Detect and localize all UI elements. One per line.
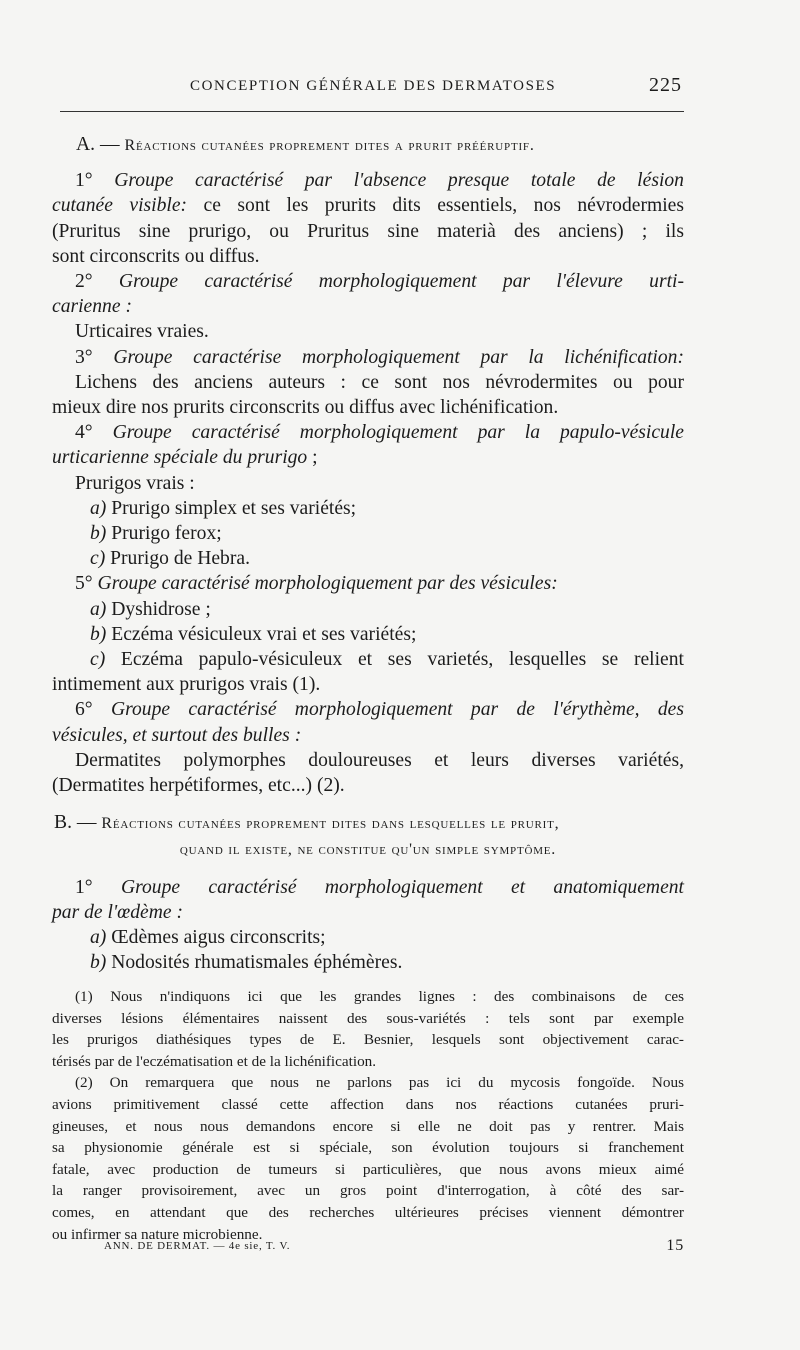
- group-6-line-1: [52, 697, 684, 722]
- list-letter: b): [90, 623, 107, 645]
- list-letter: a): [90, 497, 107, 519]
- list-letter: b): [90, 523, 107, 545]
- footnote-2-line: gineuses, et nous nous demandons encore si elle ne doit pas y rentrer. Mais: [52, 1117, 684, 1135]
- footnote-2-line: sa physionomie générale est si spéciale, son évolution toujours si franchement: [52, 1139, 684, 1157]
- group-title: Groupe caractérisé par l'absence presque totale de lésion: [114, 170, 684, 192]
- footnote-2-line: comes, en attendant que des recherches ultérieures précises viennent démontrer: [52, 1203, 684, 1221]
- footnote-2-line: (2) On remarquera que nous ne parlons pas ici du mycosis fongoïde. Nous: [75, 1074, 684, 1092]
- list-letter: a): [90, 598, 107, 620]
- group-title: Groupe caractérisé morphologiquement par de l'érythème, des: [110, 699, 684, 721]
- paragraph-text: ;: [307, 447, 318, 469]
- b-group-1-line-2: [52, 900, 684, 925]
- list-item: [52, 950, 684, 975]
- group-number: 1°: [75, 170, 93, 192]
- list-letter: b): [90, 952, 107, 974]
- group-1-line-4: sont circonscrits ou diffus.: [52, 245, 260, 267]
- section-title: Réactions cutanées proprement dites a prurit prééruptif.: [124, 137, 535, 154]
- footnote-1-line: (1) Nous n'indiquons ici que les grandes lignes : des combinaisons de ces: [75, 988, 684, 1005]
- group-title-cont: vésicules, et surtout des bulles :: [52, 724, 302, 746]
- group-title: Groupe caractérise morphologiquement par la lichénification:: [113, 346, 684, 368]
- list-letter: a): [90, 927, 107, 949]
- group-4-line-3: Prurigos vrais :: [75, 472, 195, 494]
- list-item: [52, 546, 684, 571]
- footnotes: [52, 986, 684, 1245]
- list-text: Prurigo simplex et ses variétés;: [106, 497, 357, 519]
- section-title-cont: quand il existe, ne constitue qu'un simple symptôme.: [179, 841, 557, 859]
- group-3-line-2: Lichens des anciens auteurs : ce sont nos névrodermites ou pour: [75, 371, 684, 393]
- footnote-2-line: avions primitivement classé cette affection dans nos réactions cutanées pruri-: [52, 1095, 684, 1113]
- group-1-line-3: (Pruritus sine prurigo, ou Pruritus sine materià des anciens) ; ils: [52, 220, 684, 242]
- group-number: 4°: [75, 422, 93, 444]
- list-letter: c): [90, 649, 106, 671]
- header-rule: [60, 111, 684, 112]
- list-text: Prurigo de Hebra.: [105, 548, 250, 570]
- group-title: Groupe caractérisé morphologiquement par la papulo-vésicule: [112, 422, 684, 444]
- list-item: [52, 521, 684, 546]
- group-6-line-4: (Dermatites herpétiformes, etc...) (2).: [52, 775, 345, 797]
- group-2-line-3: Urticaires vraies.: [75, 321, 209, 343]
- group-5-continuation: intimement aux prurigos vrais (1).: [52, 674, 321, 696]
- group-title: Groupe caractérisé morphologiquement par des vésicules:: [97, 573, 558, 595]
- list-letter: c): [90, 548, 106, 570]
- group-number: 2°: [75, 271, 93, 293]
- list-item: [52, 925, 684, 950]
- group-number: 3°: [75, 346, 93, 368]
- group-1-line-1: [52, 168, 684, 193]
- footnote-1-line: diverses lésions élémentaires naissent des sous-variétés : tels sont par exemple: [52, 1009, 684, 1027]
- list-text: Eczéma vésiculeux vrai et ses variétés;: [106, 623, 417, 645]
- section-dash: —: [99, 134, 120, 155]
- list-text: Eczéma papulo-vésiculeux et ses varietés, lesquelles se relient: [105, 649, 684, 671]
- group-title-cont: par de l'œdème :: [52, 901, 183, 923]
- list-item: [52, 597, 684, 622]
- group-title-cont: cutanée visible:: [52, 195, 188, 217]
- list-item: [52, 496, 684, 521]
- section-b-heading-cont: [52, 836, 684, 862]
- running-title: CONCEPTION GÉNÉRALE DES DERMATOSES: [190, 78, 557, 94]
- sheet-number: 15: [666, 1237, 684, 1254]
- group-number: 5°: [75, 573, 93, 595]
- group-2-line-1: [52, 269, 684, 294]
- signature-mark: [104, 1237, 684, 1254]
- group-6-line-2: [52, 723, 684, 748]
- section-letter: A.: [76, 134, 96, 155]
- b-group-1-line-1: [52, 875, 684, 900]
- group-4-line-1: [52, 420, 684, 445]
- section-dash: —: [76, 812, 97, 834]
- page-number: 225: [649, 74, 682, 96]
- main-text: [52, 132, 684, 976]
- running-head: [52, 74, 684, 100]
- paragraph-text: ce sont les prurits dits essentiels, nos névrodermies: [187, 195, 684, 217]
- section-title: Réactions cutanées proprement dites dans lesquelles le prurit,: [101, 815, 560, 833]
- signature-text: ANN. DE DERMAT. — 4e sie, T. V.: [104, 1240, 291, 1252]
- footnote-1-line: térisés par de l'eczématisation et de la lichénification.: [52, 1052, 377, 1070]
- list-text: Prurigo ferox;: [106, 523, 222, 545]
- section-a-heading: [52, 132, 684, 158]
- footnote-2-line: la ranger provisoirement, avec un gros point d'interrogation, à côté des sar-: [52, 1182, 684, 1200]
- list-text: Œdèmes aigus circonscrits;: [106, 927, 326, 949]
- group-title: Groupe caractérisé morphologiquement par l'élevure urti-: [118, 271, 684, 293]
- group-number: 1°: [75, 876, 93, 898]
- list-item: [52, 647, 684, 672]
- list-text: Nodosités rhumatismales éphémères.: [106, 952, 403, 974]
- group-6-line-3: Dermatites polymorphes douloureuses et leurs diverses variétés,: [75, 749, 684, 771]
- group-4-line-2: [52, 445, 684, 470]
- list-text: Dyshidrose ;: [106, 598, 211, 620]
- footnote-2-line: ou infirmer sa nature microbienne.: [52, 1225, 263, 1243]
- group-number: 6°: [75, 699, 93, 721]
- footnote-1-line: les prurigos diathésiques types de E. Besnier, lesquels sont objectivement carac-: [52, 1031, 684, 1049]
- group-3-line-3: mieux dire nos prurits circonscrits ou diffus avec lichénification.: [52, 397, 559, 419]
- group-1-line-2: [52, 193, 684, 218]
- footnote-2-line: fatale, avec production de tumeurs si particulières, que nous avons mieux aimé: [52, 1160, 684, 1178]
- group-5-line-1: [52, 571, 684, 596]
- group-2-line-2: [52, 294, 684, 319]
- section-b-heading: [52, 810, 684, 836]
- list-item: [52, 622, 684, 647]
- group-title: Groupe caractérisé morphologiquement et anatomiquement: [120, 876, 685, 898]
- group-title-cont: carienne :: [52, 296, 132, 318]
- group-3-line-1: [52, 345, 684, 370]
- section-letter: B.: [54, 812, 72, 834]
- group-title-cont: urticarienne spéciale du prurigo: [52, 447, 308, 469]
